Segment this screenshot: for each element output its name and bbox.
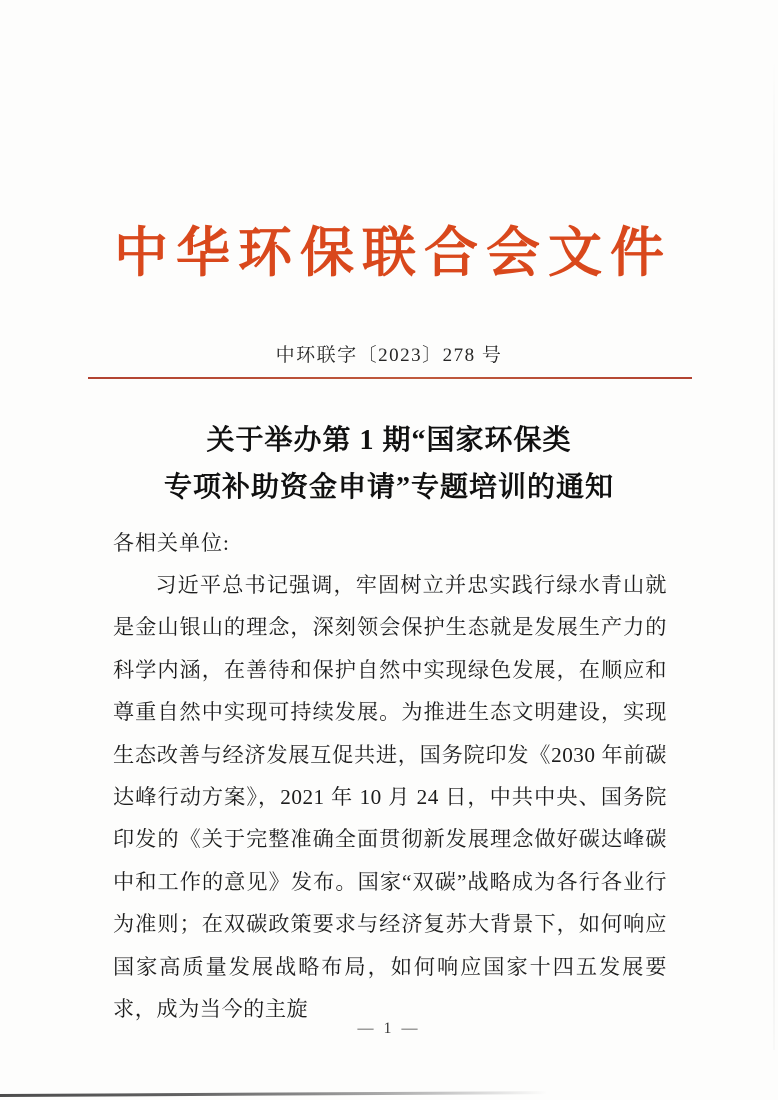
document-title-line1: 关于举办第 1 期“国家环保类: [206, 425, 572, 456]
red-separator-line: [88, 377, 692, 379]
document-title-line2: 专项补助资金申请”专题培训的通知: [163, 472, 614, 503]
scan-edge-shadow-right: [773, 60, 775, 1050]
letterhead-title: 中华环保联合会文件: [114, 223, 672, 283]
salutation: 各相关单位:: [113, 531, 230, 555]
document-number: 中环联字〔2023〕278 号: [275, 345, 503, 366]
page-number: — 1 —: [357, 1020, 421, 1037]
document-title: [0, 417, 778, 511]
body-paragraph: 习近平总书记强调，牢固树立并忠实践行绿水青山就是金山银山的理念，深刻领会保护生态就是发展生产力的科学内涵，在善待和保护自然中实现绿色发展，在顺应和尊重自然中实现可持续发展。为推进生态文明建设，实现生态改善与经济发展互促共进，国务院印发《2030 年前碳达峰行动方案》，2021 年 10 月 24 日，中共中央、国务院印发的《关于完整准确全面贯彻新发展理念做好碳达峰碳中和工作的意见》发布。国家“双碳”战略成为各行各业行为准则；在双碳政策要求与经济复苏大背景下，如何响应国家高质量发展战略布局，如何响应国家十四五发展要求，成为当今的主旋: [113, 573, 667, 1022]
scan-edge-shadow-bottom: [0, 1091, 570, 1097]
